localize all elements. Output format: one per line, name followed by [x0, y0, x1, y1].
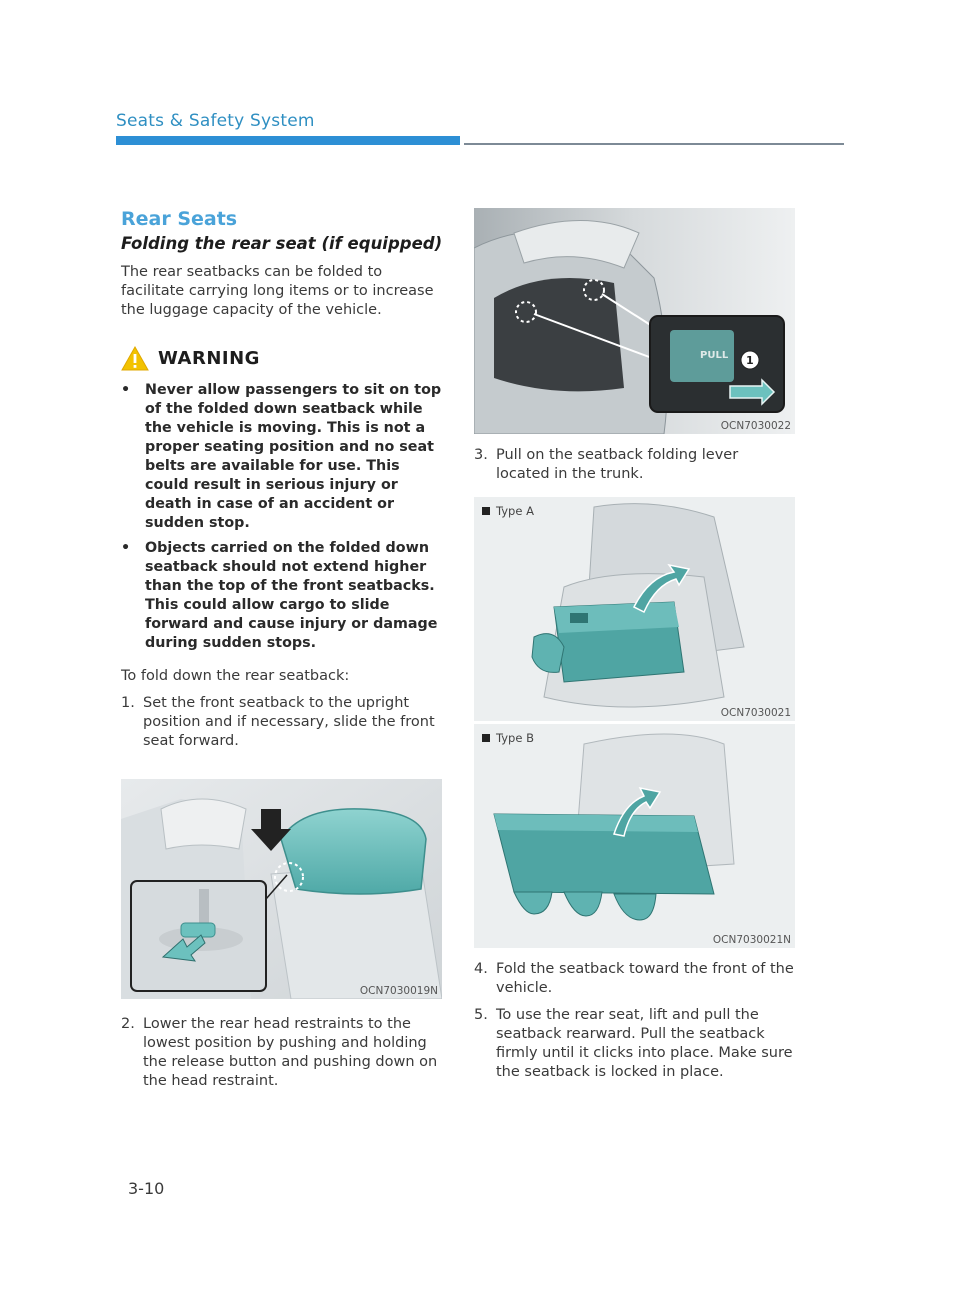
step-number: 5. — [474, 1007, 488, 1023]
step-3 — [474, 446, 796, 484]
step-number: 2. — [121, 1016, 135, 1032]
header-rule — [464, 143, 844, 145]
procedure-lead: To fold down the rear seatback: — [121, 668, 350, 684]
trunk-lever-figure — [474, 208, 795, 434]
warning-label: WARNING — [158, 348, 260, 369]
step-text: Set the front seatback to the upright position and if necessary, slide the front seat forward. — [143, 695, 435, 749]
type-a-figure — [474, 497, 795, 721]
figure-code: OCN7030019N — [359, 985, 438, 997]
head-restraint-illustration — [121, 779, 442, 999]
running-header: Seats & Safety System — [116, 111, 315, 131]
callout-number: 1 — [746, 354, 754, 367]
step-number: 4. — [474, 961, 488, 977]
square-bullet-icon — [482, 507, 490, 515]
warning-item: • Objects carried on the folded down seatback should not extend higher than the top of the front seatbacks. This could allow cargo to slide forward and cause injury or damage during sudden stops. — [121, 539, 443, 653]
warning-list — [121, 381, 443, 653]
right-column — [474, 208, 796, 1082]
intro-paragraph: The rear seatbacks can be folded to facilitate carrying long items or to increase the luggage capacity of the vehicle. — [121, 264, 434, 318]
step-number: 3. — [474, 447, 488, 463]
type-a-label — [482, 504, 534, 518]
step-text: Lower the rear head restraints to the lowest position by pushing and holding the release button and pushing down on the head restraint. — [143, 1016, 438, 1089]
type-label-text: Type B — [496, 731, 534, 745]
header-rule-accent — [116, 136, 460, 145]
type-b-figure — [474, 724, 795, 948]
step-4 — [474, 960, 796, 998]
section-title: Rear Seats — [121, 208, 238, 230]
warning-triangle-icon — [121, 346, 149, 371]
type-label-text: Type A — [496, 504, 534, 518]
trunk-lever-illustration — [474, 208, 795, 434]
warning-item: • Never allow passengers to sit on top of the folded down seatback while the vehicle is moving. This is not a proper seating position and no seat belts are available for use. This could result in serious injury or death in case of an accident or sudden stop. — [121, 381, 443, 533]
figure-code: OCN7030022 — [720, 420, 791, 432]
type-b-label — [482, 731, 534, 745]
figure-code: OCN7030021N — [712, 934, 791, 946]
step-2 — [121, 1015, 443, 1091]
square-bullet-icon — [482, 734, 490, 742]
step-text: To use the rear seat, lift and pull the seatback rearward. Pull the seatback firmly until it clicks into place. Make sure the seatback is locked in place. — [496, 1007, 793, 1080]
step-text: Pull on the seatback folding lever located in the trunk. — [496, 447, 739, 482]
type-b-seat-illustration — [474, 724, 795, 948]
lever-text: PULL — [700, 350, 729, 361]
type-a-seat-illustration — [474, 497, 795, 721]
left-column — [121, 206, 443, 1091]
head-restraint-figure — [121, 779, 442, 999]
step-5 — [474, 1006, 796, 1082]
subsection-title: Folding the rear seat (if equipped) — [121, 234, 443, 253]
step-text: Fold the seatback toward the front of the vehicle. — [496, 961, 794, 996]
figure-code: OCN7030021 — [720, 707, 791, 719]
warning-heading — [121, 346, 443, 371]
step-number: 1. — [121, 695, 135, 711]
step-1 — [121, 694, 443, 751]
page-number: 3-10 — [128, 1179, 165, 1198]
